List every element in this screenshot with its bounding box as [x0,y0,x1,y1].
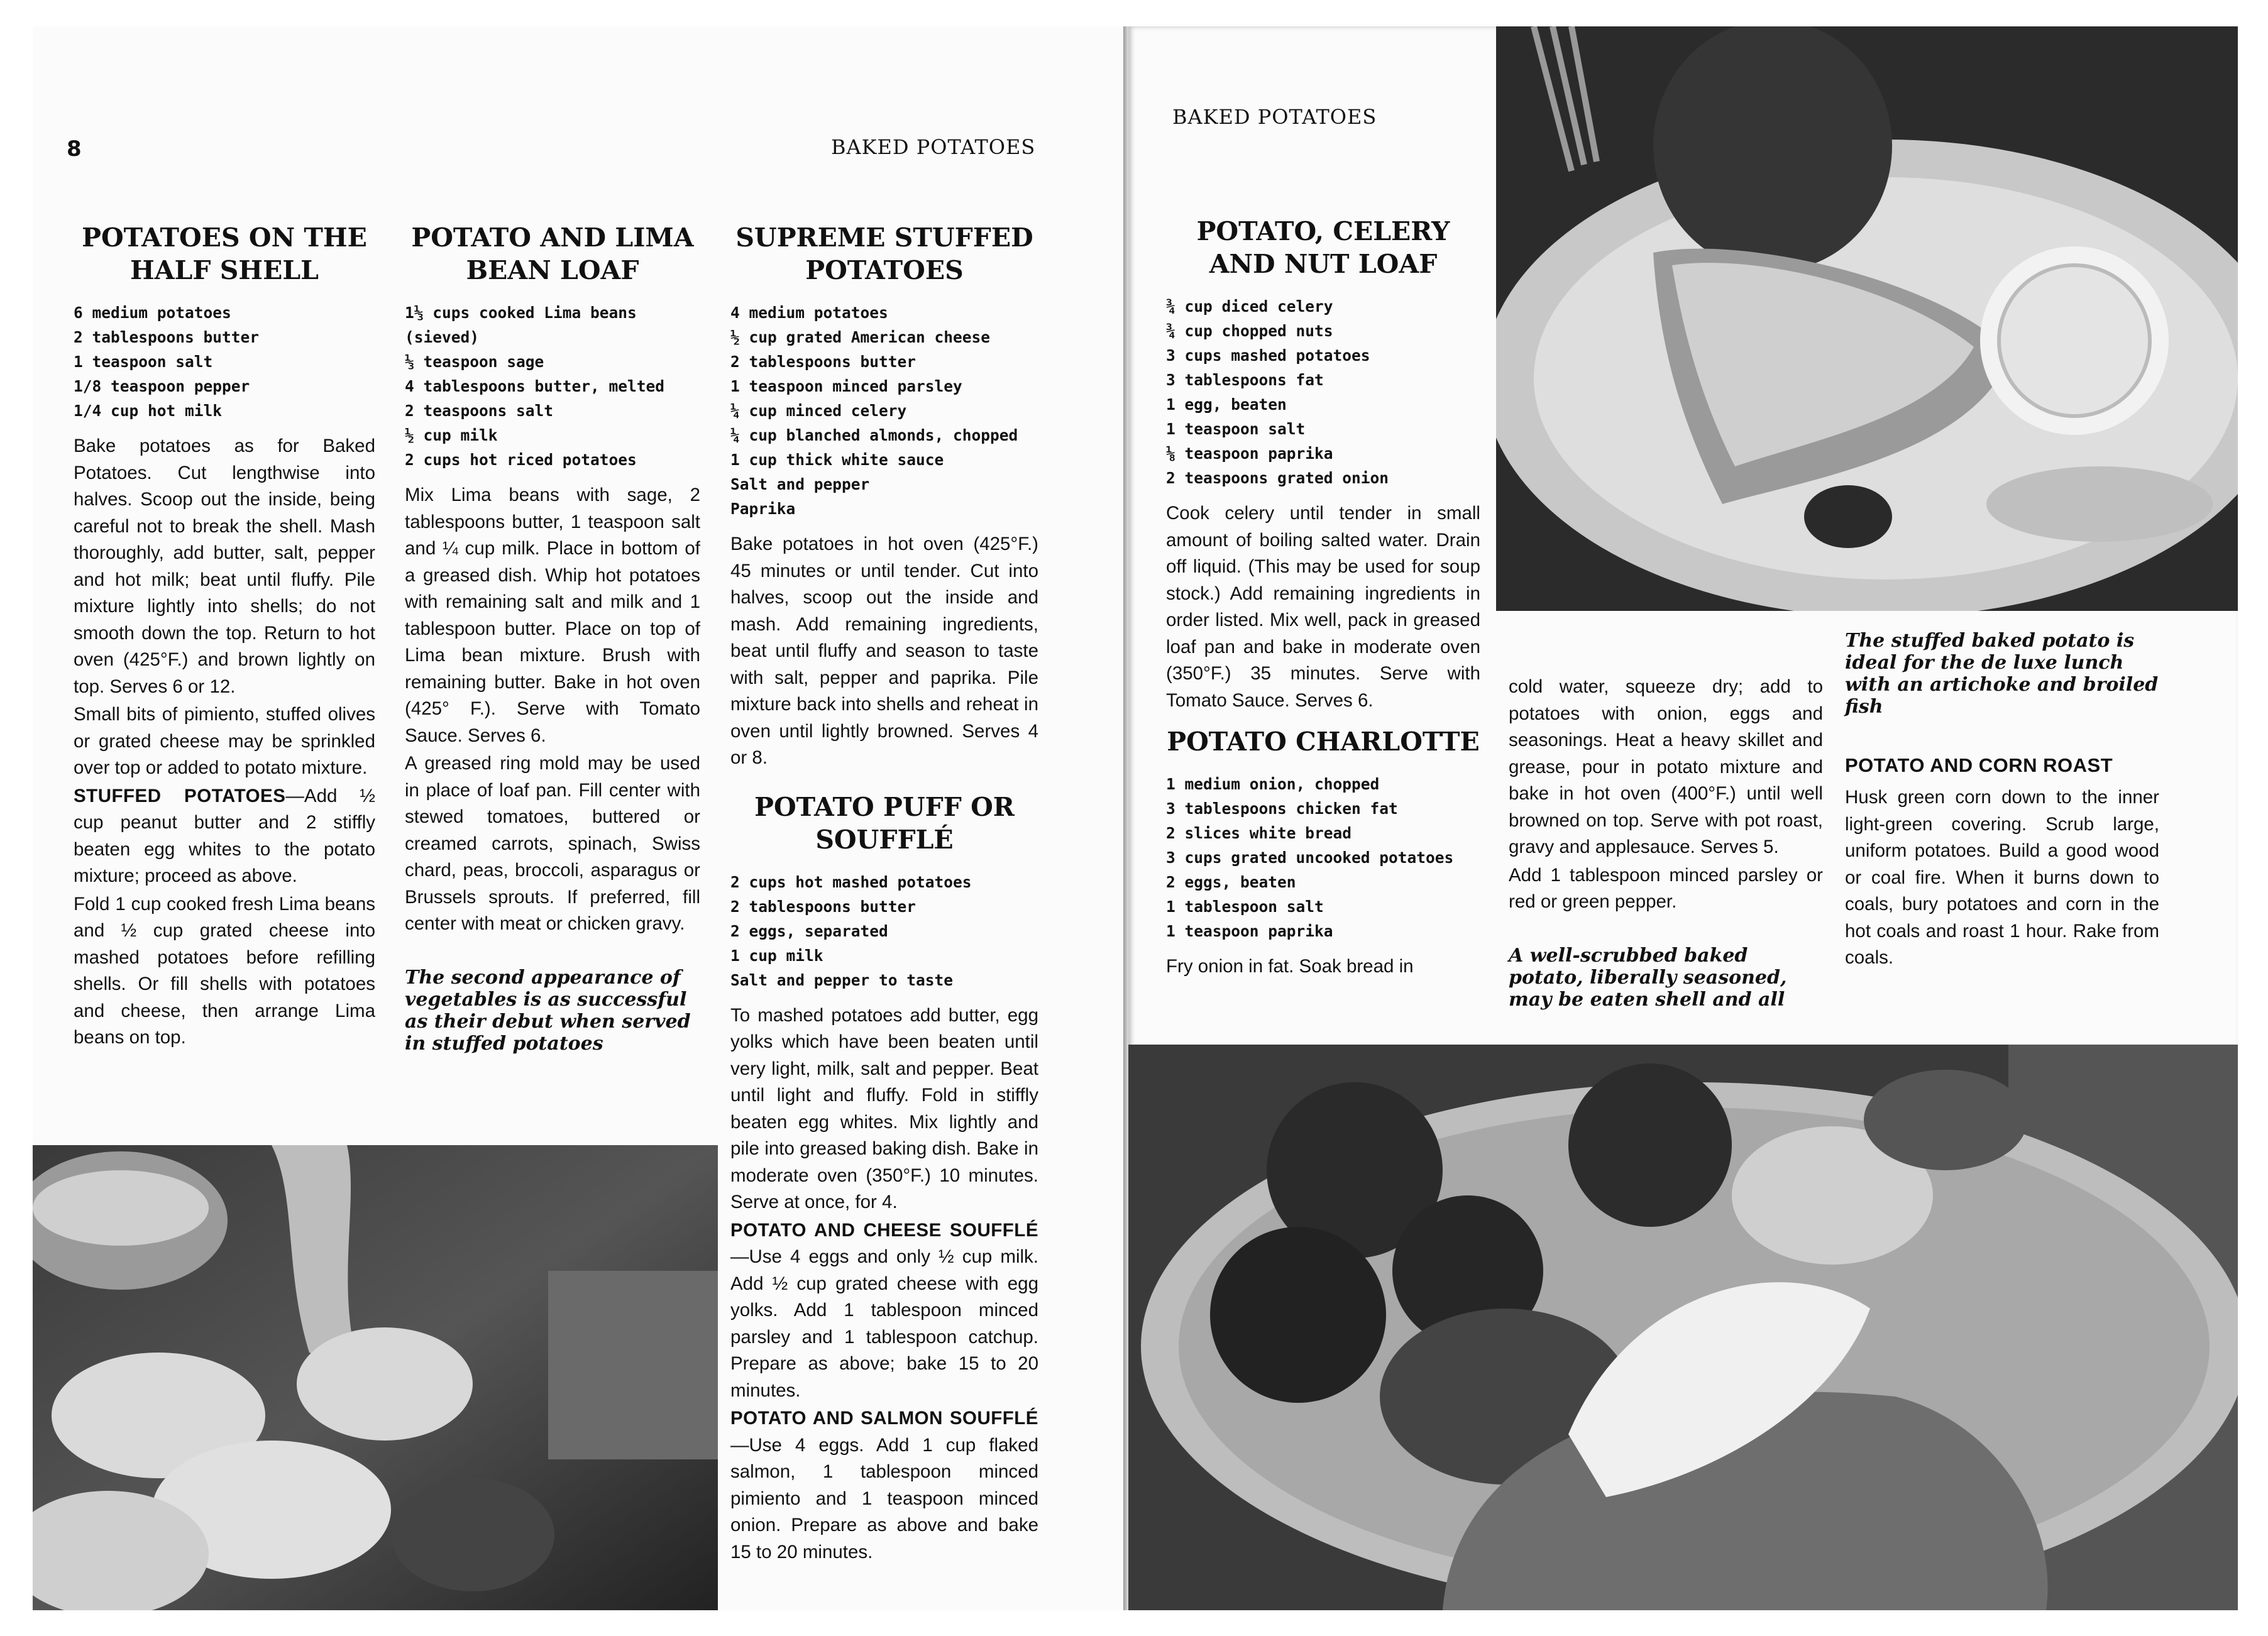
ingredient: 2 tablespoons butter [74,328,260,346]
variation-lead: POTATO AND SALMON SOUFFLÉ [730,1408,1038,1429]
ingredient: 1⅓ cups cooked Lima beans (sieved) [405,304,637,346]
ingredient: ⅓ teaspoon sage [405,353,544,371]
ingredient-list [730,300,1038,521]
recipe-title: POTATO AND CORN ROAST [1845,754,2113,776]
ingredient: Paprika [730,500,796,518]
method-paragraph: Fry onion in fat. Soak bread in [1166,956,1414,977]
method-paragraph: A greased ring mold may be used in place of loaf pan. Fill center with stewed tomatoes, buttered or creamed carrots, spinach, Swiss chard, peas, broccoli, asparagus or Brussels sprouts. If preferred, fill center with meat or chicken gravy. [405,753,700,934]
recipe-supreme-stuffed [730,221,1038,1567]
photo-caption: A well-scrubbed baked potato, liberally seasoned, may be eaten shell and all [1509,944,1787,1011]
right-page [1128,26,2238,1610]
ingredient: 1 egg, beaten [1166,395,1287,414]
variation-text: —Add ½ cup peanut butter and 2 stiffly beaten egg whites to the potato mixture; proceed as above. [74,785,375,886]
photo-baked-potato-platter [1128,1045,2238,1610]
recipe-lima-bean-loaf [405,221,700,1055]
ingredient: ⅛ teaspoon paprika [1166,444,1333,463]
ingredient: 3 tablespoons fat [1166,371,1324,389]
method-paragraph: Husk green corn down to the inner light-green covering. Scrub large, uniform potatoes. Build a good wood or coal fire. When it burns down to coals, bury potatoes and corn in the hot coals and roast 1 hour. Rake from coals. [1845,787,2159,968]
photo-stuffed-potato-halves [33,1145,718,1610]
variation-text: —Use 4 eggs. Add 1 cup flaked salmon, 1 tablespoon minced pimiento and 1 teaspoon minced onion. Prepare as above and bake 15 to 20 minutes. [730,1434,1038,1562]
variation-lead: POTATO AND CHEESE SOUFFLÉ [730,1219,1038,1241]
left-page [33,26,1123,1610]
recipe-title: POTATO, CELERY AND NUT LOAF [1196,216,1450,279]
page-number: 8 [67,136,82,162]
ingredient-list [1166,294,1480,490]
variation-paragraph [74,783,375,890]
recipe-charlotte-continued [1509,674,1823,1011]
ingredient-list [405,300,700,472]
recipe-celery-nut-loaf [1166,215,1480,982]
ingredient: 4 medium potatoes [730,304,888,322]
ingredient: 2 eggs, beaten [1166,873,1296,891]
ingredient: 3 cups grated uncooked potatoes [1166,848,1454,867]
ingredient: 1 teaspoon salt [74,353,213,371]
method-paragraph: Small bits of pimiento, stuffed olives or grated cheese may be sprinkled over top or added to potato mixture. [74,704,375,778]
variation-lead: STUFFED POTATOES [74,785,286,806]
recipe-title: SUPREME STUFFED POTATOES [735,222,1033,285]
ingredient-list [74,300,375,423]
method-paragraph: To mashed potatoes add butter, egg yolks which have been beaten until very light, milk, salt and pepper. Beat until light and fluffy. Fold in stiffly beaten egg whites. Mix lightly and pile into greased baking dish. Bake in moderate oven (350°F.) 10 minutes. Serve at once, for 4. [730,1004,1038,1212]
recipe-corn-roast [1845,630,2159,973]
photo-caption: The stuffed baked potato is ideal for the de luxe lunch with an artichoke and broiled fish [1845,630,2159,718]
photo-caption: The second appearance of vegetables is as successful as their debut when served in stuffed potatoes [405,966,691,1055]
ingredient: 6 medium potatoes [74,304,231,322]
ingredient: ¼ cup minced celery [730,402,907,420]
variation-paragraph [730,1405,1038,1566]
recipe-title: POTATOES ON THE HALF SHELL [82,222,367,285]
variation-paragraph [730,1217,1038,1405]
ingredient: 1/8 teaspoon pepper [74,377,250,395]
ingredient: 1/4 cup hot milk [74,402,223,420]
ingredient: 2 tablespoons butter [730,897,917,916]
ingredient: 2 cups hot mashed potatoes [730,872,972,891]
photo-artichoke-stuffed-potato-fish [1496,26,2238,611]
ingredient-list [730,870,1038,992]
ingredient: 1 teaspoon paprika [1166,922,1333,940]
ingredient-list [1166,772,1480,943]
ingredient: 1 cup milk [730,946,823,965]
method-paragraph: Add 1 tablespoon minced parsley or red or green pepper. [1509,864,1823,912]
recipe-title: POTATO CHARLOTTE [1167,727,1480,757]
ingredient: 1 cup thick white sauce [730,451,944,469]
ingredient: Salt and pepper [730,475,870,493]
ingredient: 1 teaspoon minced parsley [730,377,962,395]
ingredient: 3 tablespoons chicken fat [1166,799,1398,818]
ingredient: 2 eggs, separated [730,921,888,940]
ingredient: Salt and pepper to taste [730,970,954,989]
ingredient: ¾ cup diced celery [1166,297,1333,316]
ingredient: 2 teaspoons salt [405,402,554,420]
running-head-left: BAKED POTATOES [831,135,1036,159]
method-paragraph: Bake potatoes as for Baked Potatoes. Cut lengthwise into halves. Scoop out the inside, being careful not to break the shell. Mash thoroughly, add butter, salt, pepper and hot milk; beat until fluffy. Pile mixture lightly into shells; do not smooth down the top. Return to hot oven (425°F.) and brown lightly on top. Serves 6 or 12. [74,436,375,697]
ingredient: 1 medium onion, chopped [1166,775,1380,793]
method-paragraph: Fold 1 cup cooked fresh Lima beans and ½ cup grated cheese into mashed potatoes before refilling shells. Or fill shells with potatoes and cheese, then arrange Lima beans on top. [74,893,375,1048]
ingredient: 1 teaspoon salt [1166,420,1306,438]
method-paragraph: Bake potatoes in hot oven (425°F.) 45 minutes or until tender. Cut into halves, scoop out the inside and mash. Add remaining ingredients, beat until fluffy and season to taste with salt, pepper and paprika. Pile mixture back into shells and reheat in oven until lightly browned. Serves 4 or 8. [730,534,1038,768]
ingredient: 2 tablespoons butter [730,353,917,371]
ingredient: 1 tablespoon salt [1166,898,1324,916]
book-gutter [1123,26,1128,1610]
recipe-title: POTATO AND LIMA BEAN LOAF [411,222,694,285]
ingredient: ½ cup milk [405,426,498,444]
ingredient: ¼ cup blanched almonds, chopped [730,426,1018,444]
ingredient: 2 teaspoons grated onion [1166,469,1389,487]
ingredient: 2 cups hot riced potatoes [405,451,637,469]
ingredient: 3 cups mashed potatoes [1166,346,1370,365]
ingredient: 4 tablespoons butter, melted [405,377,665,395]
ingredient: ½ cup grated American cheese [730,328,991,346]
method-paragraph: Mix Lima beans with sage, 2 tablespoons butter, 1 teaspoon salt and ¼ cup milk. Place in bottom of a greased dish. Whip hot potatoes with remaining salt and milk and 1 tablespoon butter. Place on top of Lima bean mixture. Brush with remaining butter. Bake in hot oven (425° F.). Serve with Tomato Sauce. Serves 6. [405,485,700,746]
method-paragraph: cold water, squeeze dry; add to potatoes with onion, eggs and seasonings. Heat a heavy skillet and grease, pour in potato mixture and bake in hot oven (400°F.) until well browned on top. Serve with pot roast, gravy and applesauce. Serves 5. [1509,676,1823,857]
running-head-right: BAKED POTATOES [1172,105,1377,129]
ingredient: 2 slices white bread [1166,824,1352,842]
recipe-title: POTATO PUFF OR SOUFFLÉ [754,791,1015,855]
recipe-potatoes-half-shell [74,221,375,1053]
method-paragraph: Cook celery until tender in small amount of boiling salted water. Drain off liquid. (This may be used for soup stock.) Add remaining ingredients in order listed. Mix well, pack in greased loaf pan and bake in moderate oven (350°F.) 35 minutes. Serve with Tomato Sauce. Serves 6. [1166,503,1480,711]
variation-text: —Use 4 eggs and only ½ cup milk. Add ½ cup grated cheese with egg yolks. Add 1 tablespoon minced parsley and 1 tablespoon catchup. Prepare as above; bake 15 to 20 minutes. [730,1246,1038,1401]
ingredient: ¾ cup chopped nuts [1166,322,1333,340]
